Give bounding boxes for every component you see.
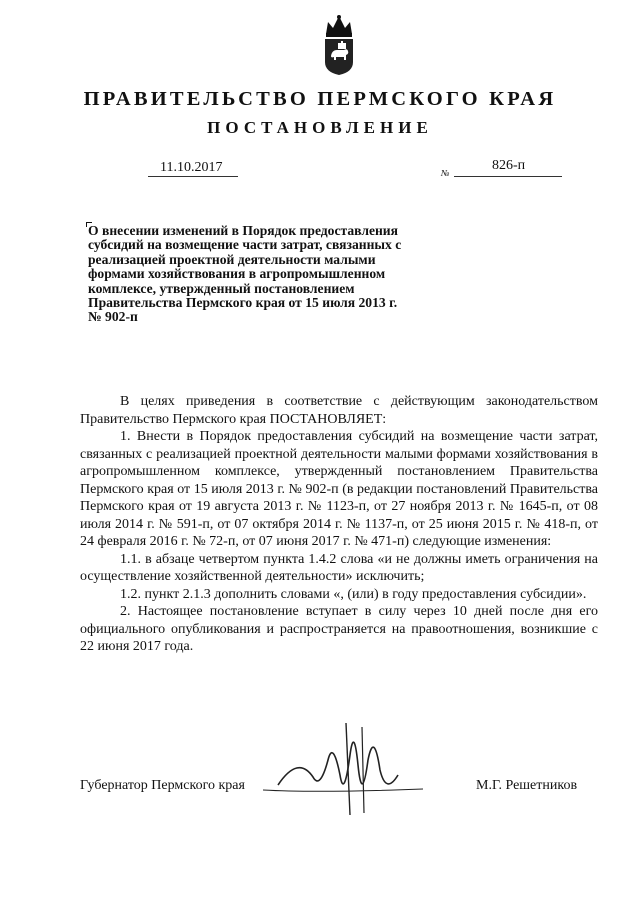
document-number: 826-п: [492, 158, 526, 173]
document-type: ПОСТАНОВЛЕНИЕ: [207, 118, 433, 137]
body-paragraph-1-2: 1.2. пункт 2.1.3 дополнить словами «, (или) в году предоставления субсидии».: [120, 586, 587, 602]
handwritten-signature-icon: [258, 715, 428, 825]
perm-krai-coat-of-arms-icon: [322, 14, 356, 76]
document-body: [80, 393, 598, 656]
document-date: 11.10.2017: [160, 160, 223, 175]
number-label: №: [441, 168, 450, 178]
body-paragraph-intro: В целях приведения в соответствие с действующим законодательством Правительство Пермского края ПОСТАНОВЛЯЕТ:: [80, 394, 598, 427]
document-title: О внесении изменений в Порядок предоставления субсидий на возмещение части затрат, связанных с реализацией проектной деятельности малыми формами хозяйствования в агропромышленном комплексе, утвержденный постановлением Правительства Пермского края от 15 июля 2013 г. № 902-п: [88, 223, 402, 325]
body-paragraph-1: 1. Внести в Порядок предоставления субсидий на возмещение части затрат, связанных с реализацией проектной деятельности малыми формами хозяйствования в агропромышленном комплексе, утвержденный постановлением Правительства Пермского края от 15 июля 2013 г. № 902-п (в редакции постановлений Правительства Пермского края от 19 августа 2013 г. № 1123-п, от 27 ноября 2013 г. № 1645-п, от 08 июля 2014 г. № 591-п, от 07 октября 2014 г. № 1137-п, от 25 июня 2015 г. № 418-п, от 24 февраля 2016 г. № 72-п, от 07 июня 2017 г. № 471-п) следующие изменения:: [80, 429, 598, 549]
organization-name: ПРАВИТЕЛЬСТВО ПЕРМСКОГО КРАЯ: [83, 88, 557, 110]
body-paragraph-1-1: 1.1. в абзаце четвертом пункта 1.4.2 слова «и не должны иметь ограничения на осуществление хозяйственной деятельности» исключить;: [80, 551, 598, 584]
title-bracket-mark-vertical: [86, 222, 87, 227]
body-paragraph-2: 2. Настоящее постановление вступает в силу через 10 дней после дня его официального опубликования и распространяется на правоотношения, возникшие с 22 июня 2017 года.: [80, 604, 598, 654]
signatory-name: М.Г. Решетников: [476, 778, 578, 793]
number-underline: [454, 176, 562, 177]
signatory-position: Губернатор Пермского края: [80, 778, 245, 793]
date-underline: [148, 176, 238, 177]
